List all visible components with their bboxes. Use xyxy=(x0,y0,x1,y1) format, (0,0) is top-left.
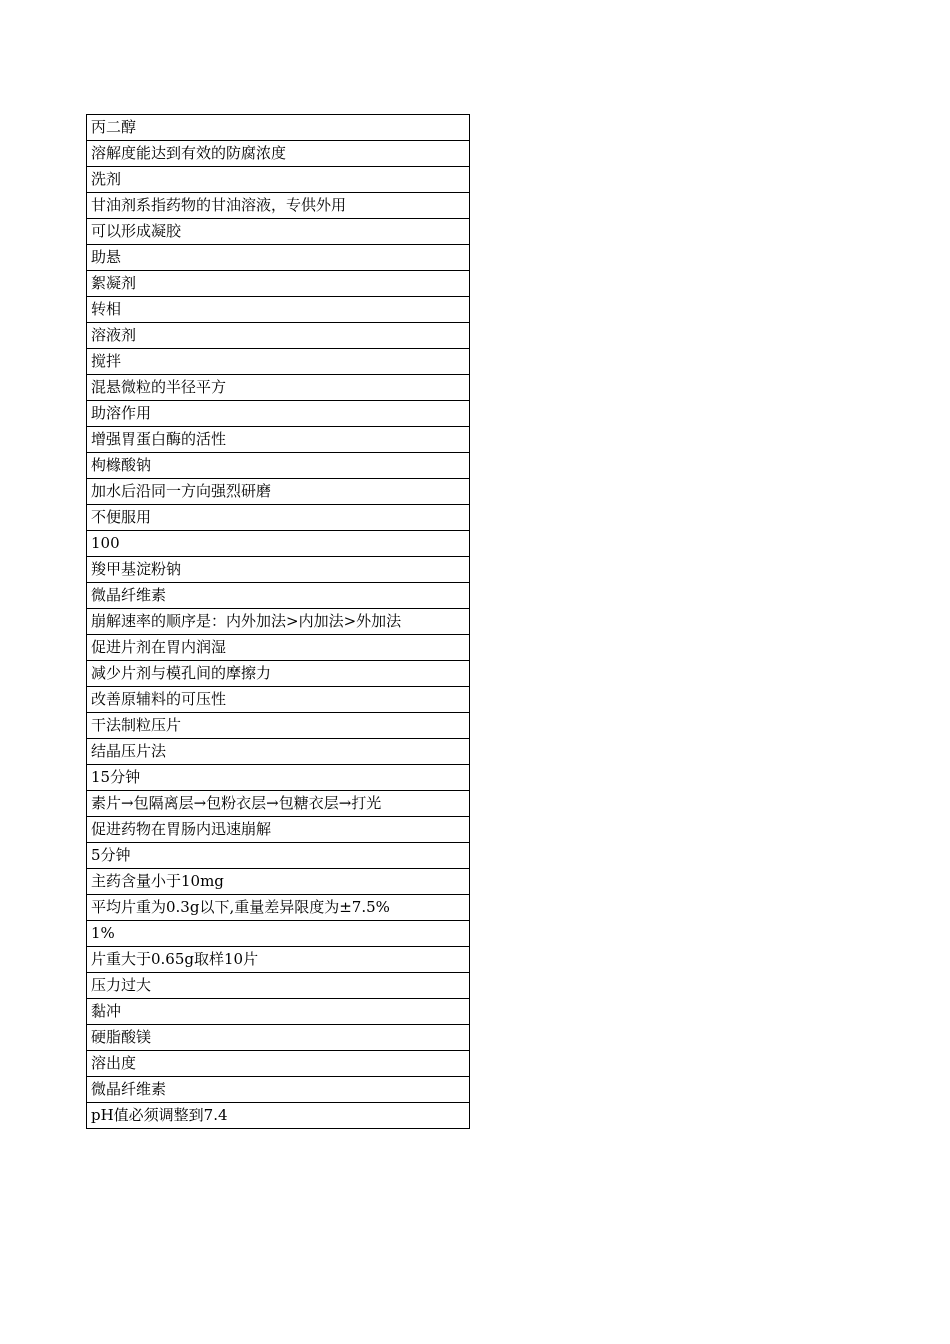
table-row xyxy=(87,1103,470,1129)
table-row xyxy=(87,323,470,349)
table-cell: 转相 xyxy=(87,297,470,323)
table-row xyxy=(87,869,470,895)
table-cell: 崩解速率的顺序是：内外加法>内加法>外加法 xyxy=(87,609,470,635)
table-row xyxy=(87,973,470,999)
table-row xyxy=(87,947,470,973)
table-row xyxy=(87,999,470,1025)
table-cell: 洗剂 xyxy=(87,167,470,193)
table-row xyxy=(87,531,470,557)
table-cell: 助悬 xyxy=(87,245,470,271)
table-row xyxy=(87,1051,470,1077)
table-row xyxy=(87,1025,470,1051)
table-cell: 压力过大 xyxy=(87,973,470,999)
table-cell: 混悬微粒的半径平方 xyxy=(87,375,470,401)
table-cell: 黏冲 xyxy=(87,999,470,1025)
table-cell: 减少片剂与模孔间的摩擦力 xyxy=(87,661,470,687)
table-row xyxy=(87,895,470,921)
table-cell: 改善原辅料的可压性 xyxy=(87,687,470,713)
table-cell: 甘油剂系指药物的甘油溶液，专供外用 xyxy=(87,193,470,219)
table-cell: 主药含量小于10mg xyxy=(87,869,470,895)
table-row xyxy=(87,401,470,427)
table-row xyxy=(87,375,470,401)
table-cell: 促进药物在胃肠内迅速崩解 xyxy=(87,817,470,843)
table-row xyxy=(87,661,470,687)
table-cell: 平均片重为0.3g以下,重量差异限度为±7.5% xyxy=(87,895,470,921)
table-cell: 助溶作用 xyxy=(87,401,470,427)
table-cell: 搅拌 xyxy=(87,349,470,375)
table-cell: pH值必须调整到7.4 xyxy=(87,1103,470,1129)
table-cell: 微晶纤维素 xyxy=(87,583,470,609)
table-cell: 干法制粒压片 xyxy=(87,713,470,739)
table-row xyxy=(87,349,470,375)
table-row xyxy=(87,921,470,947)
table-cell: 羧甲基淀粉钠 xyxy=(87,557,470,583)
table-cell: 可以形成凝胶 xyxy=(87,219,470,245)
table-row xyxy=(87,557,470,583)
table-row xyxy=(87,479,470,505)
answer-table xyxy=(86,114,470,1129)
table-row xyxy=(87,297,470,323)
table-cell: 枸橼酸钠 xyxy=(87,453,470,479)
table-row xyxy=(87,635,470,661)
table-row xyxy=(87,739,470,765)
table-row xyxy=(87,141,470,167)
table-row xyxy=(87,687,470,713)
table-cell: 溶液剂 xyxy=(87,323,470,349)
table-row xyxy=(87,765,470,791)
table-row xyxy=(87,427,470,453)
table-cell: 增强胃蛋白酶的活性 xyxy=(87,427,470,453)
answer-table-body xyxy=(87,115,470,1129)
table-row xyxy=(87,713,470,739)
table-cell: 絮凝剂 xyxy=(87,271,470,297)
table-row xyxy=(87,167,470,193)
table-row xyxy=(87,219,470,245)
table-cell: 溶出度 xyxy=(87,1051,470,1077)
table-cell: 溶解度能达到有效的防腐浓度 xyxy=(87,141,470,167)
table-cell: 片重大于0.65g取样10片 xyxy=(87,947,470,973)
table-row xyxy=(87,583,470,609)
table-row xyxy=(87,817,470,843)
table-cell: 5分钟 xyxy=(87,843,470,869)
table-cell: 15分钟 xyxy=(87,765,470,791)
table-cell: 丙二醇 xyxy=(87,115,470,141)
table-cell: 素片→包隔离层→包粉衣层→包糖衣层→打光 xyxy=(87,791,470,817)
table-cell: 硬脂酸镁 xyxy=(87,1025,470,1051)
table-cell: 加水后沿同一方向强烈研磨 xyxy=(87,479,470,505)
table-row xyxy=(87,193,470,219)
table-row xyxy=(87,1077,470,1103)
table-cell: 1% xyxy=(87,921,470,947)
table-cell: 100 xyxy=(87,531,470,557)
table-row xyxy=(87,791,470,817)
table-row xyxy=(87,245,470,271)
table-row xyxy=(87,271,470,297)
table-row xyxy=(87,505,470,531)
table-row xyxy=(87,453,470,479)
table-cell: 不便服用 xyxy=(87,505,470,531)
table-row xyxy=(87,609,470,635)
table-cell: 结晶压片法 xyxy=(87,739,470,765)
table-row xyxy=(87,115,470,141)
table-cell: 微晶纤维素 xyxy=(87,1077,470,1103)
table-row xyxy=(87,843,470,869)
table-cell: 促进片剂在胃内润湿 xyxy=(87,635,470,661)
